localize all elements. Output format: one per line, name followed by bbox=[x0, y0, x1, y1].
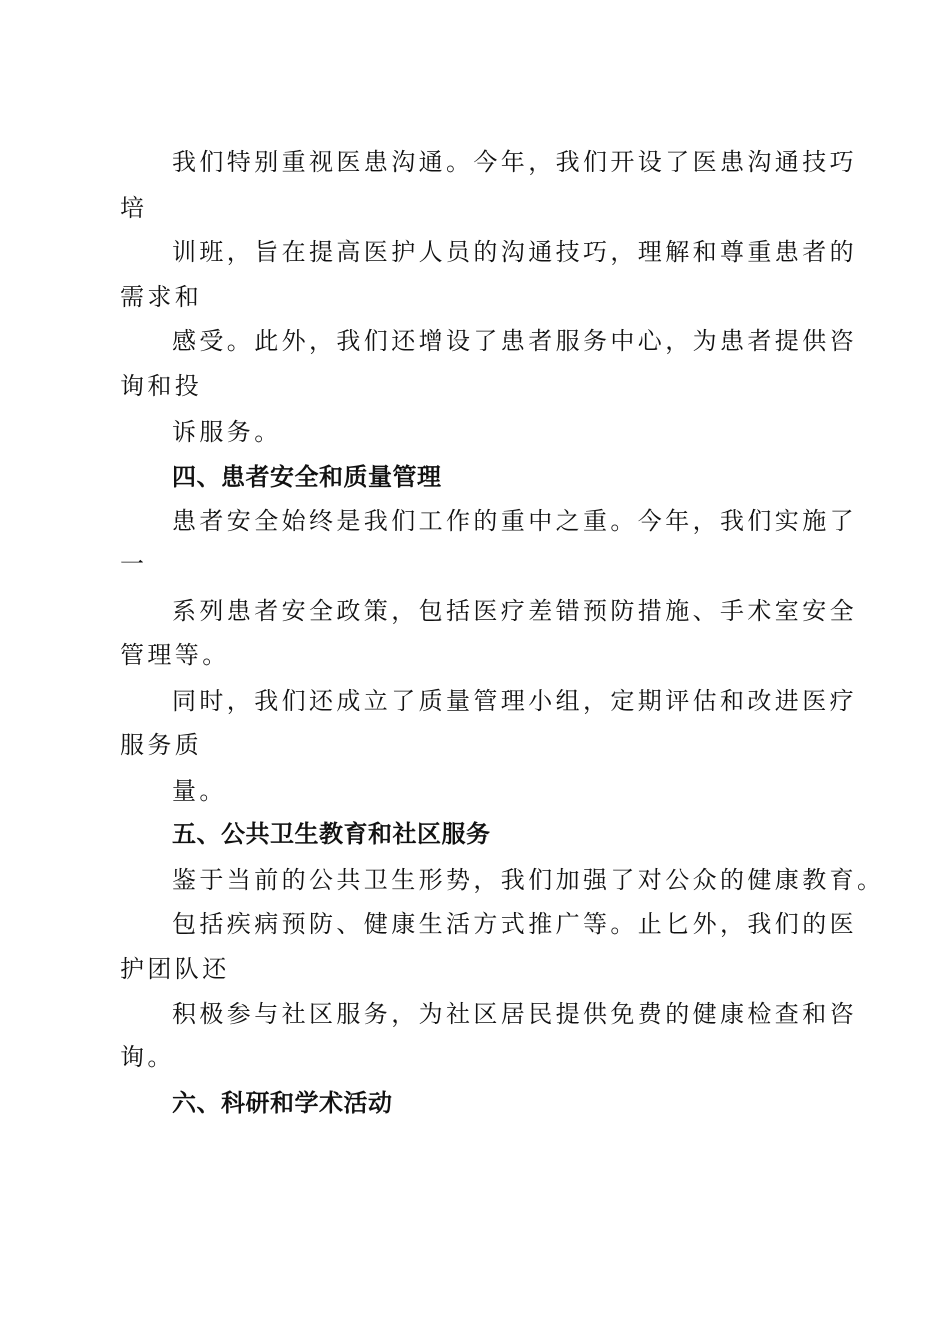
paragraph-line: 系列患者安全政策，包括医疗差错预防措施、手术室安全 bbox=[172, 597, 857, 625]
paragraph-line: 感受。此外，我们还增设了患者服务中心，为患者提供咨 bbox=[172, 327, 857, 355]
section-heading: 六、科研和学术活动 bbox=[172, 1089, 393, 1117]
section-heading: 五、公共卫生教育和社区服务 bbox=[172, 820, 491, 848]
paragraph-line: 积极参与社区服务，为社区居民提供免费的健康检查和咨 bbox=[172, 1000, 857, 1028]
paragraph-line: 询和投 bbox=[120, 372, 203, 400]
paragraph-line: 管理等。 bbox=[120, 641, 230, 669]
section-heading: 四、患者安全和质量管理 bbox=[172, 463, 442, 491]
paragraph-line: 包括疾病预防、健康生活方式推广等。止匕外，我们的医 bbox=[172, 910, 857, 938]
paragraph-line: 询。 bbox=[120, 1043, 175, 1071]
paragraph-line: 诉服务。 bbox=[172, 418, 282, 446]
paragraph-line: 我们特别重视医患沟通。今年，我们开设了医患沟通技巧 bbox=[172, 148, 857, 176]
paragraph-line: 一 bbox=[120, 550, 148, 578]
paragraph-line: 鉴于当前的公共卫生形势，我们加强了对公众的健康教育。 bbox=[172, 866, 885, 894]
paragraph-line: 同时，我们还成立了质量管理小组，定期评估和改进医疗 bbox=[172, 687, 857, 715]
paragraph-line: 需求和 bbox=[120, 283, 203, 311]
paragraph-line: 护团队还 bbox=[120, 955, 230, 983]
paragraph-line: 患者安全始终是我们工作的重中之重。今年，我们实施了 bbox=[172, 507, 857, 535]
paragraph-line: 量。 bbox=[172, 777, 227, 805]
paragraph-line: 培 bbox=[120, 194, 148, 222]
paragraph-line: 服务质 bbox=[120, 731, 203, 759]
paragraph-line: 训班，旨在提高医护人员的沟通技巧，理解和尊重患者的 bbox=[172, 238, 857, 266]
